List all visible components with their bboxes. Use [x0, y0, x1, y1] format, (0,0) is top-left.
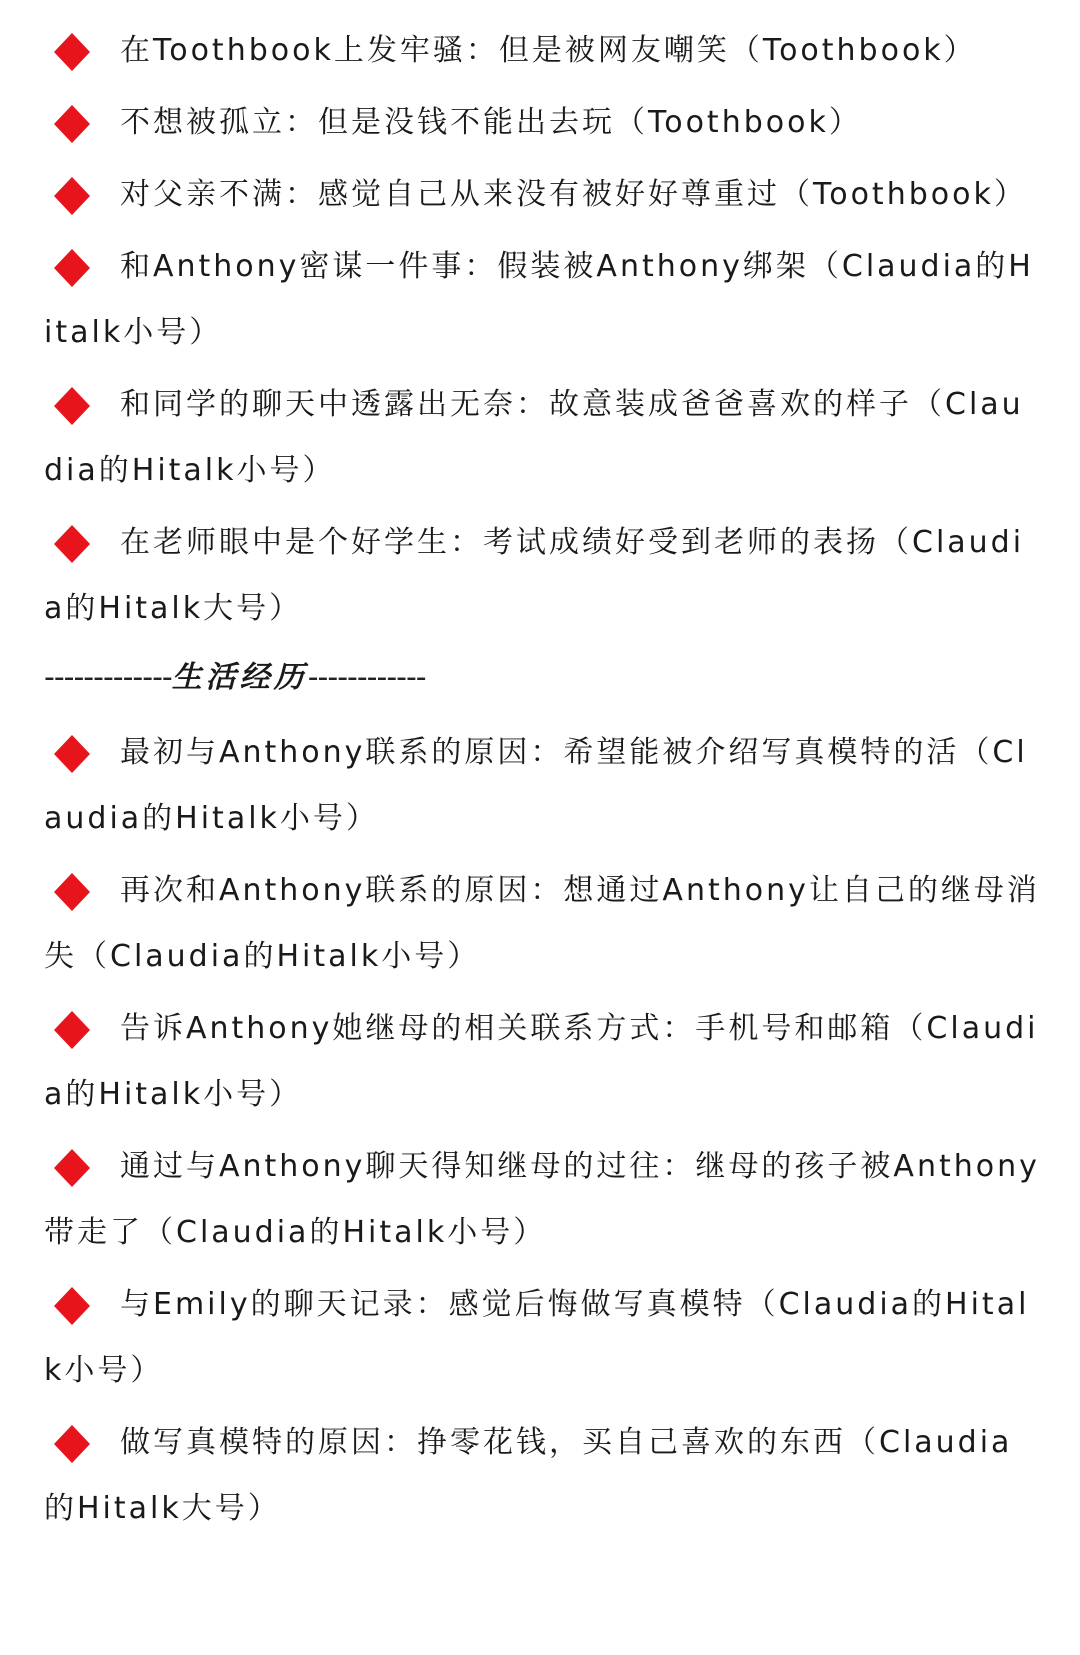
list-item	[44, 162, 1044, 228]
red-diamond-icon	[52, 734, 92, 774]
item-text: 在老师眼中是个好学生：考试成绩好受到老师的表扬（Claudia的Hitalk大号）	[44, 525, 1025, 626]
item-text: 不想被孤立：但是没钱不能出去玩（Toothbook）	[120, 105, 862, 140]
item-text: 做写真模特的原因：挣零花钱，买自己喜欢的东西（Claudia的Hitalk大号）	[44, 1425, 1013, 1526]
bottom-list	[44, 720, 1044, 1542]
item-text: 通过与Anthony聊天得知继母的过往：继母的孩子被Anthony带走了（Claudia的Hitalk小号）	[44, 1149, 1040, 1250]
red-diamond-icon	[52, 524, 92, 564]
item-text: 和Anthony密谋一件事：假装被Anthony绑架（Claudia的Hitalk小号）	[44, 249, 1034, 350]
list-item	[44, 1410, 1044, 1542]
document-page	[44, 18, 1044, 1548]
item-text: 再次和Anthony联系的原因：想通过Anthony让自己的继母消失（Claudia的Hitalk小号）	[44, 873, 1040, 974]
item-text: 最初与Anthony联系的原因：希望能被介绍写真模特的活（Claudia的Hitalk小号）	[44, 735, 1028, 836]
section-heading	[44, 648, 1044, 708]
item-text: 和同学的聊天中透露出无奈：故意装成爸爸喜欢的样子（Claudia的Hitalk小号）	[44, 387, 1024, 488]
list-item	[44, 1134, 1044, 1266]
list-item	[44, 858, 1044, 990]
red-diamond-icon	[52, 176, 92, 216]
red-diamond-icon	[52, 32, 92, 72]
list-item	[44, 1272, 1044, 1404]
list-item	[44, 90, 1044, 156]
list-item	[44, 372, 1044, 504]
red-diamond-icon	[52, 1148, 92, 1188]
red-diamond-icon	[52, 1010, 92, 1050]
red-diamond-icon	[52, 872, 92, 912]
red-diamond-icon	[52, 386, 92, 426]
item-text: 在Toothbook上发牢骚：但是被网友嘲笑（Toothbook）	[120, 33, 977, 68]
list-item	[44, 18, 1044, 84]
section-title: 生活经历	[171, 660, 308, 695]
list-item	[44, 996, 1044, 1128]
top-list	[44, 18, 1044, 642]
item-text: 对父亲不满：感觉自己从来没有被好好尊重过（Toothbook）	[120, 177, 1027, 212]
red-diamond-icon	[52, 248, 92, 288]
list-item	[44, 510, 1044, 642]
red-diamond-icon	[52, 104, 92, 144]
list-item	[44, 720, 1044, 852]
red-diamond-icon	[52, 1286, 92, 1326]
red-diamond-icon	[52, 1424, 92, 1464]
item-text: 告诉Anthony她继母的相关联系方式：手机号和邮箱（Claudia的Hitalk小号）	[44, 1011, 1039, 1112]
section-dashes-right: ------------	[307, 660, 426, 695]
section-dashes-left: -------------	[44, 660, 172, 695]
item-text: 与Emily的聊天记录：感觉后悔做写真模特（Claudia的Hitalk小号）	[44, 1287, 1030, 1388]
list-item	[44, 234, 1044, 366]
